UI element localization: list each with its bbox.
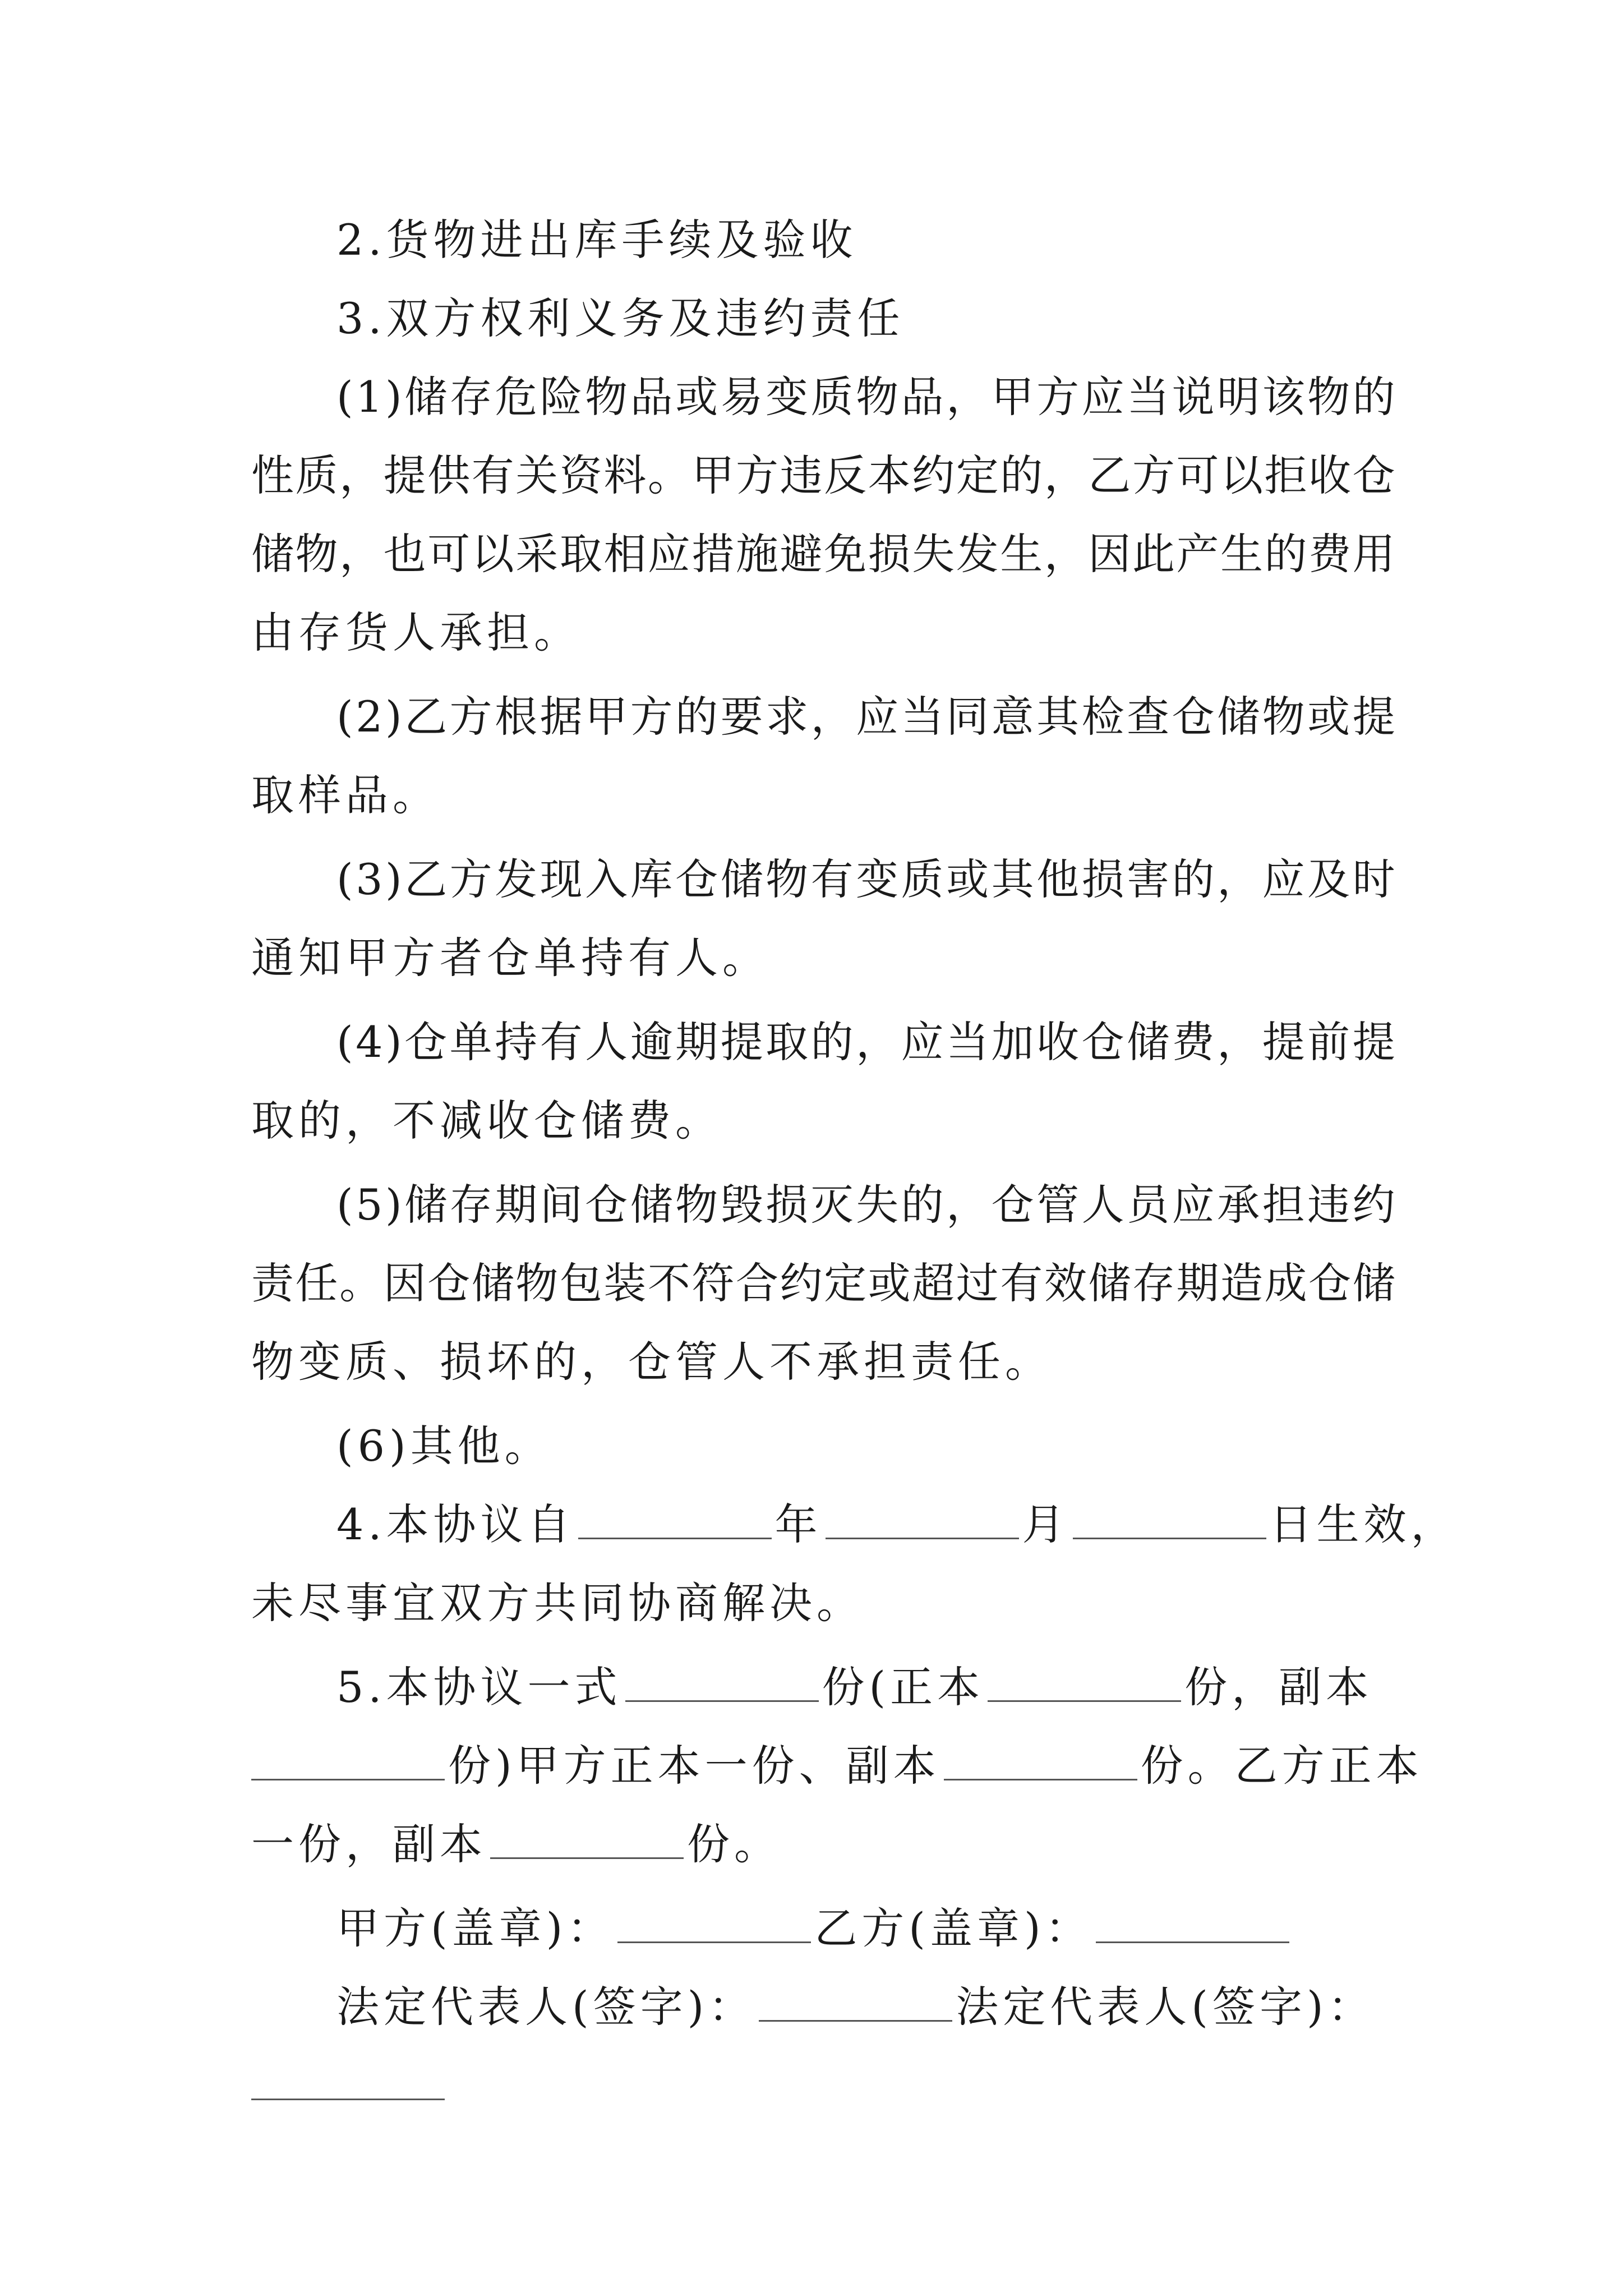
year-label: 年 xyxy=(774,1499,822,1549)
clause-5-prefix: 5.本协议一式 xyxy=(336,1662,622,1712)
rep-b-line xyxy=(251,2046,448,2125)
rep-b-signature-blank[interactable] xyxy=(251,2056,445,2100)
copies-label: 份(正本 xyxy=(822,1662,985,1712)
paragraph-5-line-2: 责 任 。 因 仓 储 物 包 装 不 符 合 约 定 或 超 过 有 效 储 存 期 造 成 仓 储 xyxy=(251,1258,1395,1308)
party-b-duplicate-blank[interactable] xyxy=(490,1815,684,1859)
paragraph-1-line-3: 储 物 ， 也 可 以 采 取 相 应 措 施 避 免 损 失 发 生 ， 因 此 产 生 的 费 用 xyxy=(251,529,1395,579)
section-heading-2: 2.货物进出库手续及验收 xyxy=(336,215,857,265)
party-b-seal-blank[interactable] xyxy=(1096,1899,1289,1943)
clause-5-line-3-a: 一份，副本 xyxy=(251,1819,487,1869)
month-blank[interactable] xyxy=(826,1495,1019,1539)
paragraph-5-line-3: 物变质、损坏的，仓管人不承担责任。 xyxy=(251,1337,1052,1387)
party-a-seal-label: 甲方(盖章)： xyxy=(336,1903,615,1953)
paragraph-4-line-1: ( 4 ) 仓 单 持 有 人 逾 期 提 取 的 ， 应 当 加 收 仓 储 费 ， 提 前 提 xyxy=(336,1017,1395,1067)
day-blank[interactable] xyxy=(1073,1495,1266,1539)
clause-4-line-2: 未尽事宜双方共同协商解决。 xyxy=(251,1578,864,1628)
clause-5-line-1 xyxy=(336,1648,1373,1727)
original-copies-blank[interactable] xyxy=(988,1658,1181,1702)
copies-label-2: 份，副本 xyxy=(1184,1662,1373,1712)
party-b-seal-label: 乙方(盖章)： xyxy=(814,1903,1092,1953)
paragraph-1-line-1: ( 1 ) 储 存 危 险 物 品 或 易 变 质 物 品 ， 甲 方 应 当 说 明 该 物 的 xyxy=(336,372,1395,422)
clause-5-line-2 xyxy=(251,1727,1423,1805)
clause-5-line-3-b: 份。 xyxy=(687,1819,781,1869)
representative-line xyxy=(336,1968,1375,2046)
paragraph-1-line-4: 由存货人承担。 xyxy=(251,608,581,657)
clause-5-line-2-a: 份)甲方正本一份、副本 xyxy=(448,1741,940,1791)
year-blank[interactable] xyxy=(578,1495,772,1539)
month-label: 月 xyxy=(1022,1499,1069,1549)
copies-total-blank[interactable] xyxy=(625,1658,819,1702)
paragraph-3-line-2: 通知甲方者仓单持有人。 xyxy=(251,933,769,983)
clause-5-line-3 xyxy=(251,1805,781,1884)
paragraph-2-line-2: 取样品。 xyxy=(251,770,440,820)
paragraph-4-line-2: 取的，不减收仓储费。 xyxy=(251,1096,722,1145)
rep-b-label: 法定代表人(签字)： xyxy=(956,1982,1375,2032)
section-heading-3: 3.双方权利义务及违约责任 xyxy=(336,293,905,343)
party-a-duplicate-blank[interactable] xyxy=(944,1736,1137,1780)
paragraph-1-line-2: 性 质 ， 提 供 有 关 资 料 。 甲 方 违 反 本 约 定 的 ， 乙 方 可 以 拒 收 仓 xyxy=(251,450,1395,500)
paragraph-5-line-1: ( 5 ) 储 存 期 间 仓 储 物 毁 损 灭 失 的 ， 仓 管 人 员 应 承 担 违 约 xyxy=(336,1180,1395,1230)
rep-a-signature-blank[interactable] xyxy=(759,1977,952,2022)
clause-5-line-2-b: 份。乙方正本 xyxy=(1140,1741,1423,1791)
party-a-seal-blank[interactable] xyxy=(617,1899,811,1943)
paragraph-6: (6)其他。 xyxy=(336,1421,552,1471)
clause-4-prefix: 4.本协议自 xyxy=(336,1499,575,1549)
paragraph-2-line-1: ( 2 ) 乙 方 根 据 甲 方 的 要 求 ， 应 当 同 意 其 检 查 仓 储 物 或 提 xyxy=(336,692,1395,742)
duplicate-copies-blank[interactable] xyxy=(251,1736,445,1780)
seal-line xyxy=(336,1889,1293,1968)
clause-4-line-1 xyxy=(336,1485,1458,1564)
day-label: 日生效， xyxy=(1269,1499,1458,1549)
rep-a-label: 法定代表人(签字)： xyxy=(336,1982,756,2032)
paragraph-3-line-1: ( 3 ) 乙 方 发 现 入 库 仓 储 物 有 变 质 或 其 他 损 害 的 ， 应 及 时 xyxy=(336,854,1395,904)
